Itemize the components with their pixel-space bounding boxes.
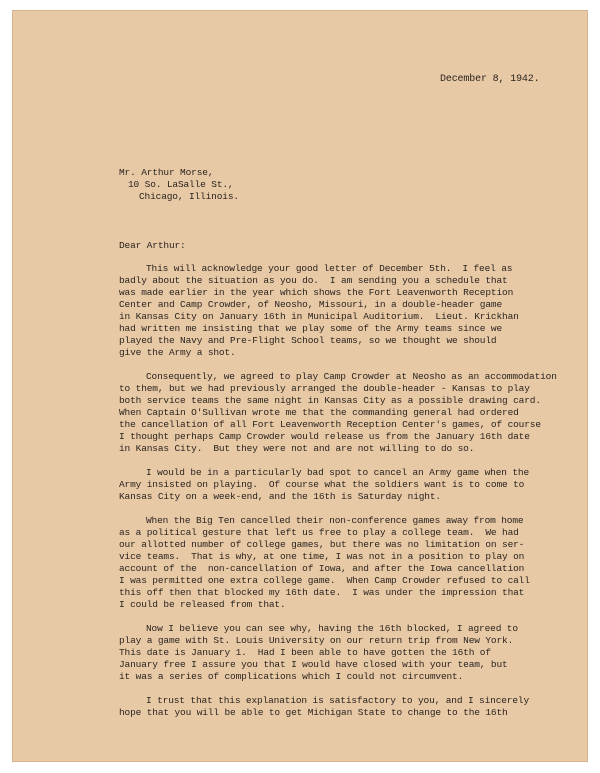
paragraph-6-line-1: I trust that this explanation is satisfactory to you, and I sincerely [146,695,530,706]
paragraph-4-line-5: account of the non-cancellation of Iowa, and after the Iowa cancellation [119,563,525,574]
paragraph-4-line-6: I was permitted one extra college game. When Camp Crowder refused to call [119,575,530,586]
paragraph-1-line-2: badly about the situation as you do. I am sending you a schedule that [119,275,508,286]
paragraph-5-line-3: This date is January 1. Had I been able to have gotten the 16th of [119,647,491,658]
paragraph-1-line-6: had written me insisting that we play some of the Army teams since we [119,323,503,334]
letter-date: December 8, 1942. [440,74,540,85]
paragraph-5-line-4: January free I assure you that I would have closed with your team, but [119,659,508,670]
paragraph-3-line-1: I would be in a particularly bad spot to cancel an Army game when the [146,467,530,478]
paragraph-1-line-3: was made earlier in the year which shows the Fort Leavenworth Reception [119,287,514,298]
paragraph-5-line-5: it was a series of complications which I could not circumvent. [119,671,464,682]
paragraph-1-line-1: This will acknowledge your good letter of December 5th. I feel as [146,263,513,274]
paragraph-5-line-1: Now I believe you can see why, having the 16th blocked, I agreed to [146,623,518,634]
paragraph-2-line-5: the cancellation of all Fort Leavenworth Reception Center's games, of course [119,419,541,430]
paragraph-2-line-7: in Kansas City. But they were not and are not willing to do so. [119,443,475,454]
recipient-street: 10 So. LaSalle St., [128,179,234,190]
paragraph-4-line-4: vice teams. That is why, at one time, I was not in a position to play on [119,551,525,562]
letter-page [12,10,588,762]
paragraph-5-line-2: play a game with St. Louis University on our return trip from New York. [119,635,514,646]
paragraph-2-line-3: both service teams the same night in Kansas City as a possible drawing card. [119,395,541,406]
paragraph-4-line-2: as a political gesture that left us free to play a college team. We had [119,527,519,538]
paragraph-4-line-8: I could be released from that. [119,599,286,610]
recipient-name: Mr. Arthur Morse, [119,167,214,178]
paragraph-4-line-3: our allotted number of college games, but there was no limitation on ser- [119,539,525,550]
paragraph-4-line-7: this off then that blocked my 16th date. I was under the impression that [119,587,525,598]
paragraph-1-line-4: Center and Camp Crowder, of Neosho, Missouri, in a double-header game [119,299,503,310]
paragraph-2-line-4: When Captain O'Sullivan wrote me that the commanding general had ordered [119,407,519,418]
paragraph-2-line-2: to them, but we had previously arranged the double-header - Kansas to play [119,383,530,394]
paragraph-6-line-2: hope that you will be able to get Michigan State to change to the 16th [119,707,508,718]
paragraph-3-line-3: Kansas City on a week-end, and the 16th is Saturday night. [119,491,441,502]
paragraph-1-line-8: give the Army a shot. [119,347,236,358]
paragraph-1-line-7: played the Navy and Pre-Flight School teams, so we thought we should [119,335,497,346]
paragraph-2-line-6: I thought perhaps Camp Crowder would release us from the January 16th date [119,431,530,442]
recipient-city: Chicago, Illinois. [139,191,239,202]
paragraph-4-line-1: When the Big Ten cancelled their non-conference games away from home [146,515,524,526]
salutation: Dear Arthur: [119,240,186,251]
paragraph-2-line-1: Consequently, we agreed to play Camp Crowder at Neosho as an accommodation [146,371,557,382]
paragraph-3-line-2: Army insisted on playing. Of course what the soldiers want is to come to [119,479,525,490]
paragraph-1-line-5: in Kansas City on January 16th in Municipal Auditorium. Lieut. Krickhan [119,311,519,322]
